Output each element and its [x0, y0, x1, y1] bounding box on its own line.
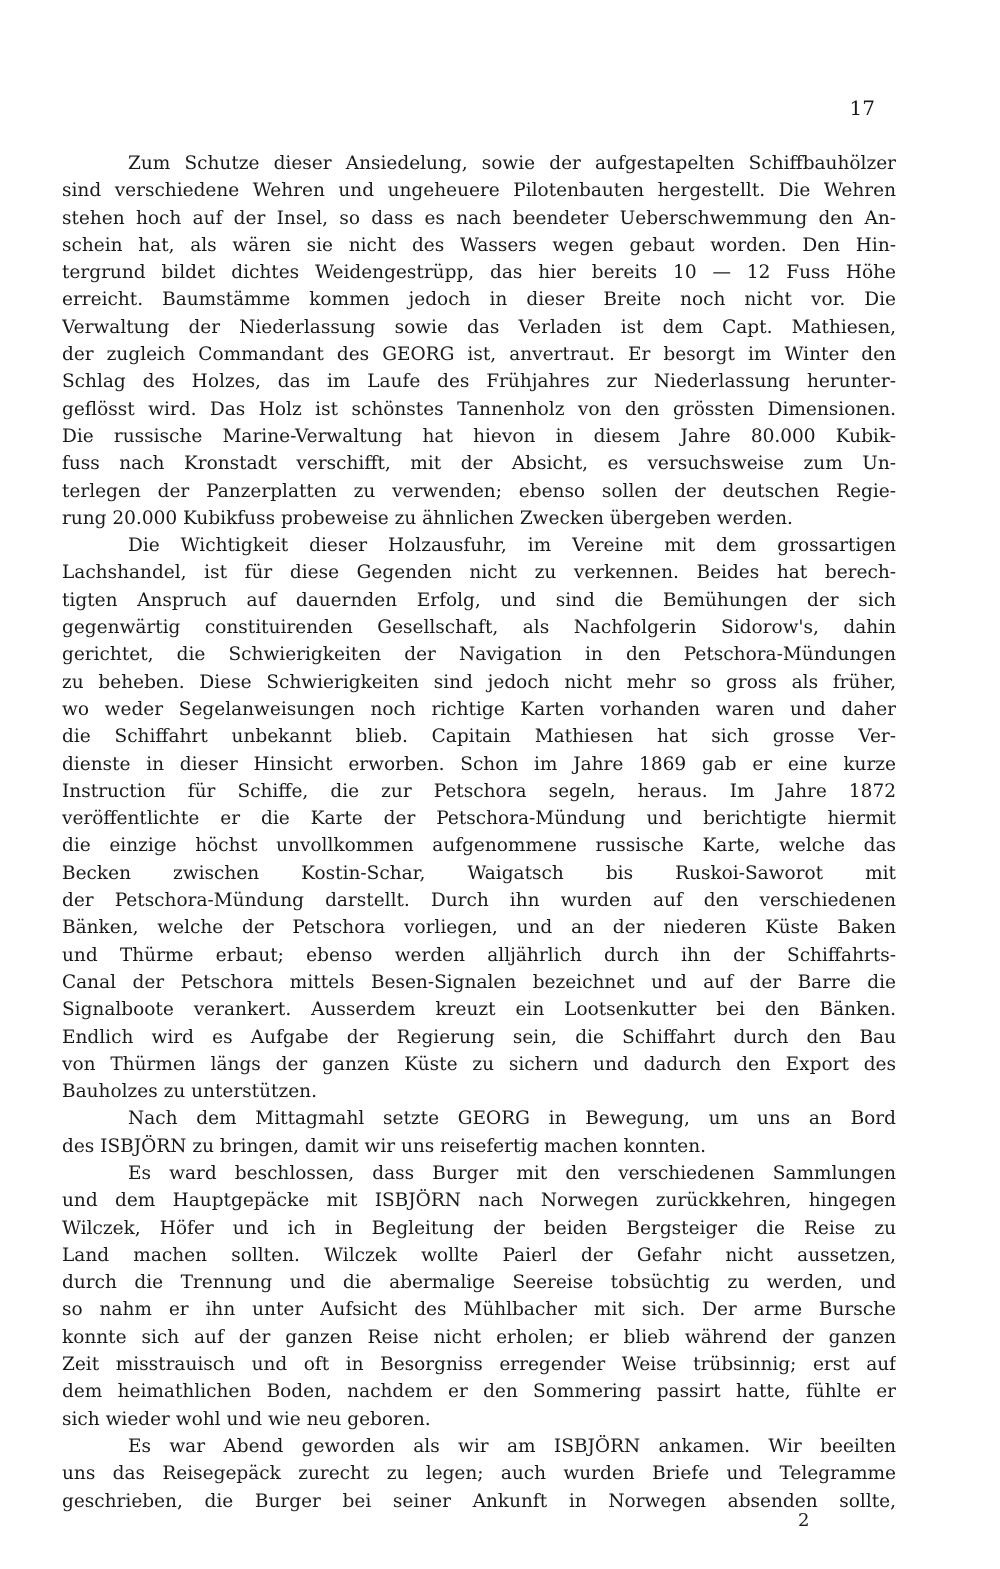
- text-line: Verwaltung der Niederlassung sowie das Verladen ist dem Capt. Mathiesen,: [62, 316, 896, 338]
- text-line: fuss nach Kronstadt verschifft, mit der Absicht, es versuchsweise zum Un-: [62, 453, 896, 475]
- text-line: schein hat, als wären sie nicht des Wassers wegen gebaut worden. Den Hin-: [62, 234, 896, 256]
- text-line: Schlag des Holzes, das im Laufe des Frühjahres zur Niederlassung herunter-: [62, 371, 896, 393]
- text-line: so nahm er ihn unter Aufsicht des Mühlbacher mit sich. Der arme Bursche: [62, 1299, 896, 1321]
- text-line: des ISBJÖRN zu bringen, damit wir uns reisefertig machen konnten.: [62, 1135, 706, 1157]
- text-line: Becken zwischen Kostin-Schar, Waigatsch bis Ruskoi-Saworot mit: [62, 862, 896, 884]
- text-line: sind verschiedene Wehren und ungeheuere Pilotenbauten hergestellt. Die Wehren: [62, 180, 896, 202]
- text-line: der Petschora-Mündung darstellt. Durch ihn wurden auf den verschiedenen: [62, 890, 896, 912]
- text-line: Zum Schutze dieser Ansiedelung, sowie der aufgestapelten Schiffbauhölzer: [128, 153, 896, 174]
- text-line: Instruction für Schiffe, die zur Petschora segeln, heraus. Im Jahre 1872: [62, 780, 896, 802]
- text-line: Es ward beschlossen, dass Burger mit den verschiedenen Sammlungen: [128, 1162, 896, 1184]
- text-line: Canal der Petschora mittels Besen-Signalen bezeichnet und auf der Barre die: [62, 971, 896, 993]
- text-line: terlegen der Panzerplatten zu verwenden; ebenso sollen der deutschen Regie-: [62, 480, 896, 502]
- text-line: der zugleich Commandant des GEORG ist, anvertraut. Er besorgt im Winter den: [62, 344, 896, 366]
- text-line: zu beheben. Diese Schwierigkeiten sind jedoch nicht mehr so gross als früher,: [62, 671, 896, 693]
- text-line: konnte sich auf der ganzen Reise nicht erholen; er blieb während der ganzen: [62, 1326, 896, 1348]
- text-line: und Thürme erbaut; ebenso werden alljährlich durch ihn der Schiffahrts-: [62, 944, 896, 966]
- signature-mark: 2: [798, 1510, 810, 1531]
- text-line: tergrund bildet dichtes Weidengestrüpp, das hier bereits 10 — 12 Fuss Höhe: [62, 262, 896, 284]
- text-line: wo weder Segelanweisungen noch richtige Karten vorhanden waren und daher: [62, 698, 896, 720]
- text-line: Land machen sollten. Wilczek wollte Paierl der Gefahr nicht aussetzen,: [62, 1244, 896, 1266]
- text-line: Bauholzes zu unterstützen.: [62, 1081, 317, 1103]
- text-line: Endlich wird es Aufgabe der Regierung sein, die Schiffahrt durch den Bau: [62, 1026, 896, 1048]
- text-line: stehen hoch auf der Insel, so dass es nach beendeter Ueberschwemmung den An-: [62, 207, 896, 229]
- body-text: [62, 150, 896, 1515]
- text-line: veröffentlichte er die Karte der Petschora-Mündung und berichtigte hiermit: [62, 808, 896, 830]
- text-line: rung 20.000 Kubikfuss probeweise zu ähnlichen Zwecken übergeben werden.: [62, 507, 793, 529]
- text-line: die Schiffahrt unbekannt blieb. Capitain Mathiesen hat sich grosse Ver-: [62, 726, 896, 748]
- text-line: Die Wichtigkeit dieser Holzausfuhr, im Vereine mit dem grossartigen: [128, 535, 896, 557]
- text-line: gerichtet, die Schwierigkeiten der Navigation in den Petschora-Mündungen: [62, 644, 896, 666]
- text-line: Die russische Marine-Verwaltung hat hievon in diesem Jahre 80.000 Kubik-: [62, 425, 896, 447]
- text-line: Bänken, welche der Petschora vorliegen, und an der niederen Küste Baken: [62, 917, 896, 939]
- text-line: geschrieben, die Burger bei seiner Ankunft in Norwegen absenden sollte,: [62, 1490, 896, 1512]
- text-line: dienste in dieser Hinsicht erworben. Schon im Jahre 1869 gab er eine kurze: [62, 753, 896, 775]
- text-line: Lachshandel, ist für diese Gegenden nicht zu verkennen. Beides hat berech-: [62, 562, 896, 584]
- text-line: die einzige höchst unvollkommen aufgenommene russische Karte, welche das: [62, 835, 896, 857]
- text-line: Es war Abend geworden als wir am ISBJÖRN ankamen. Wir beeilten: [128, 1435, 896, 1457]
- text-line: erreicht. Baumstämme kommen jedoch in dieser Breite noch nicht vor. Die: [62, 289, 896, 311]
- text-line: geflösst wird. Das Holz ist schönstes Tannenholz von den grössten Dimensionen.: [62, 398, 896, 420]
- text-line: Wilczek, Höfer und ich in Begleitung der beiden Bergsteiger die Reise zu: [62, 1217, 896, 1239]
- text-line: tigten Anspruch auf dauernden Erfolg, und sind die Bemühungen der sich: [62, 589, 896, 611]
- text-line: Nach dem Mittagmahl setzte GEORG in Bewegung, um uns an Bord: [128, 1108, 896, 1130]
- text-line: von Thürmen längs der ganzen Küste zu sichern und dadurch den Export des: [62, 1053, 896, 1075]
- text-line: Zeit misstrauisch und oft in Besorgniss erregender Weise trübsinnig; erst auf: [62, 1354, 896, 1376]
- text-line: und dem Hauptgepäcke mit ISBJÖRN nach Norwegen zurückkehren, hingegen: [62, 1190, 896, 1212]
- page-number: 17: [849, 96, 875, 120]
- text-line: durch die Trennung und die abermalige Seereise tobsüchtig zu werden, und: [62, 1272, 896, 1294]
- text-line: sich wieder wohl und wie neu geboren.: [62, 1408, 431, 1430]
- text-line: uns das Reisegepäck zurecht zu legen; auch wurden Briefe und Telegramme: [62, 1463, 896, 1485]
- text-line: Signalboote verankert. Ausserdem kreuzt ein Lootsenkutter bei den Bänken.: [62, 999, 896, 1021]
- text-line: gegenwärtig constituirenden Gesellschaft, als Nachfolgerin Sidorow's, dahin: [62, 617, 896, 639]
- text-line: dem heimathlichen Boden, nachdem er den Sommering passirt hatte, fühlte er: [62, 1381, 896, 1403]
